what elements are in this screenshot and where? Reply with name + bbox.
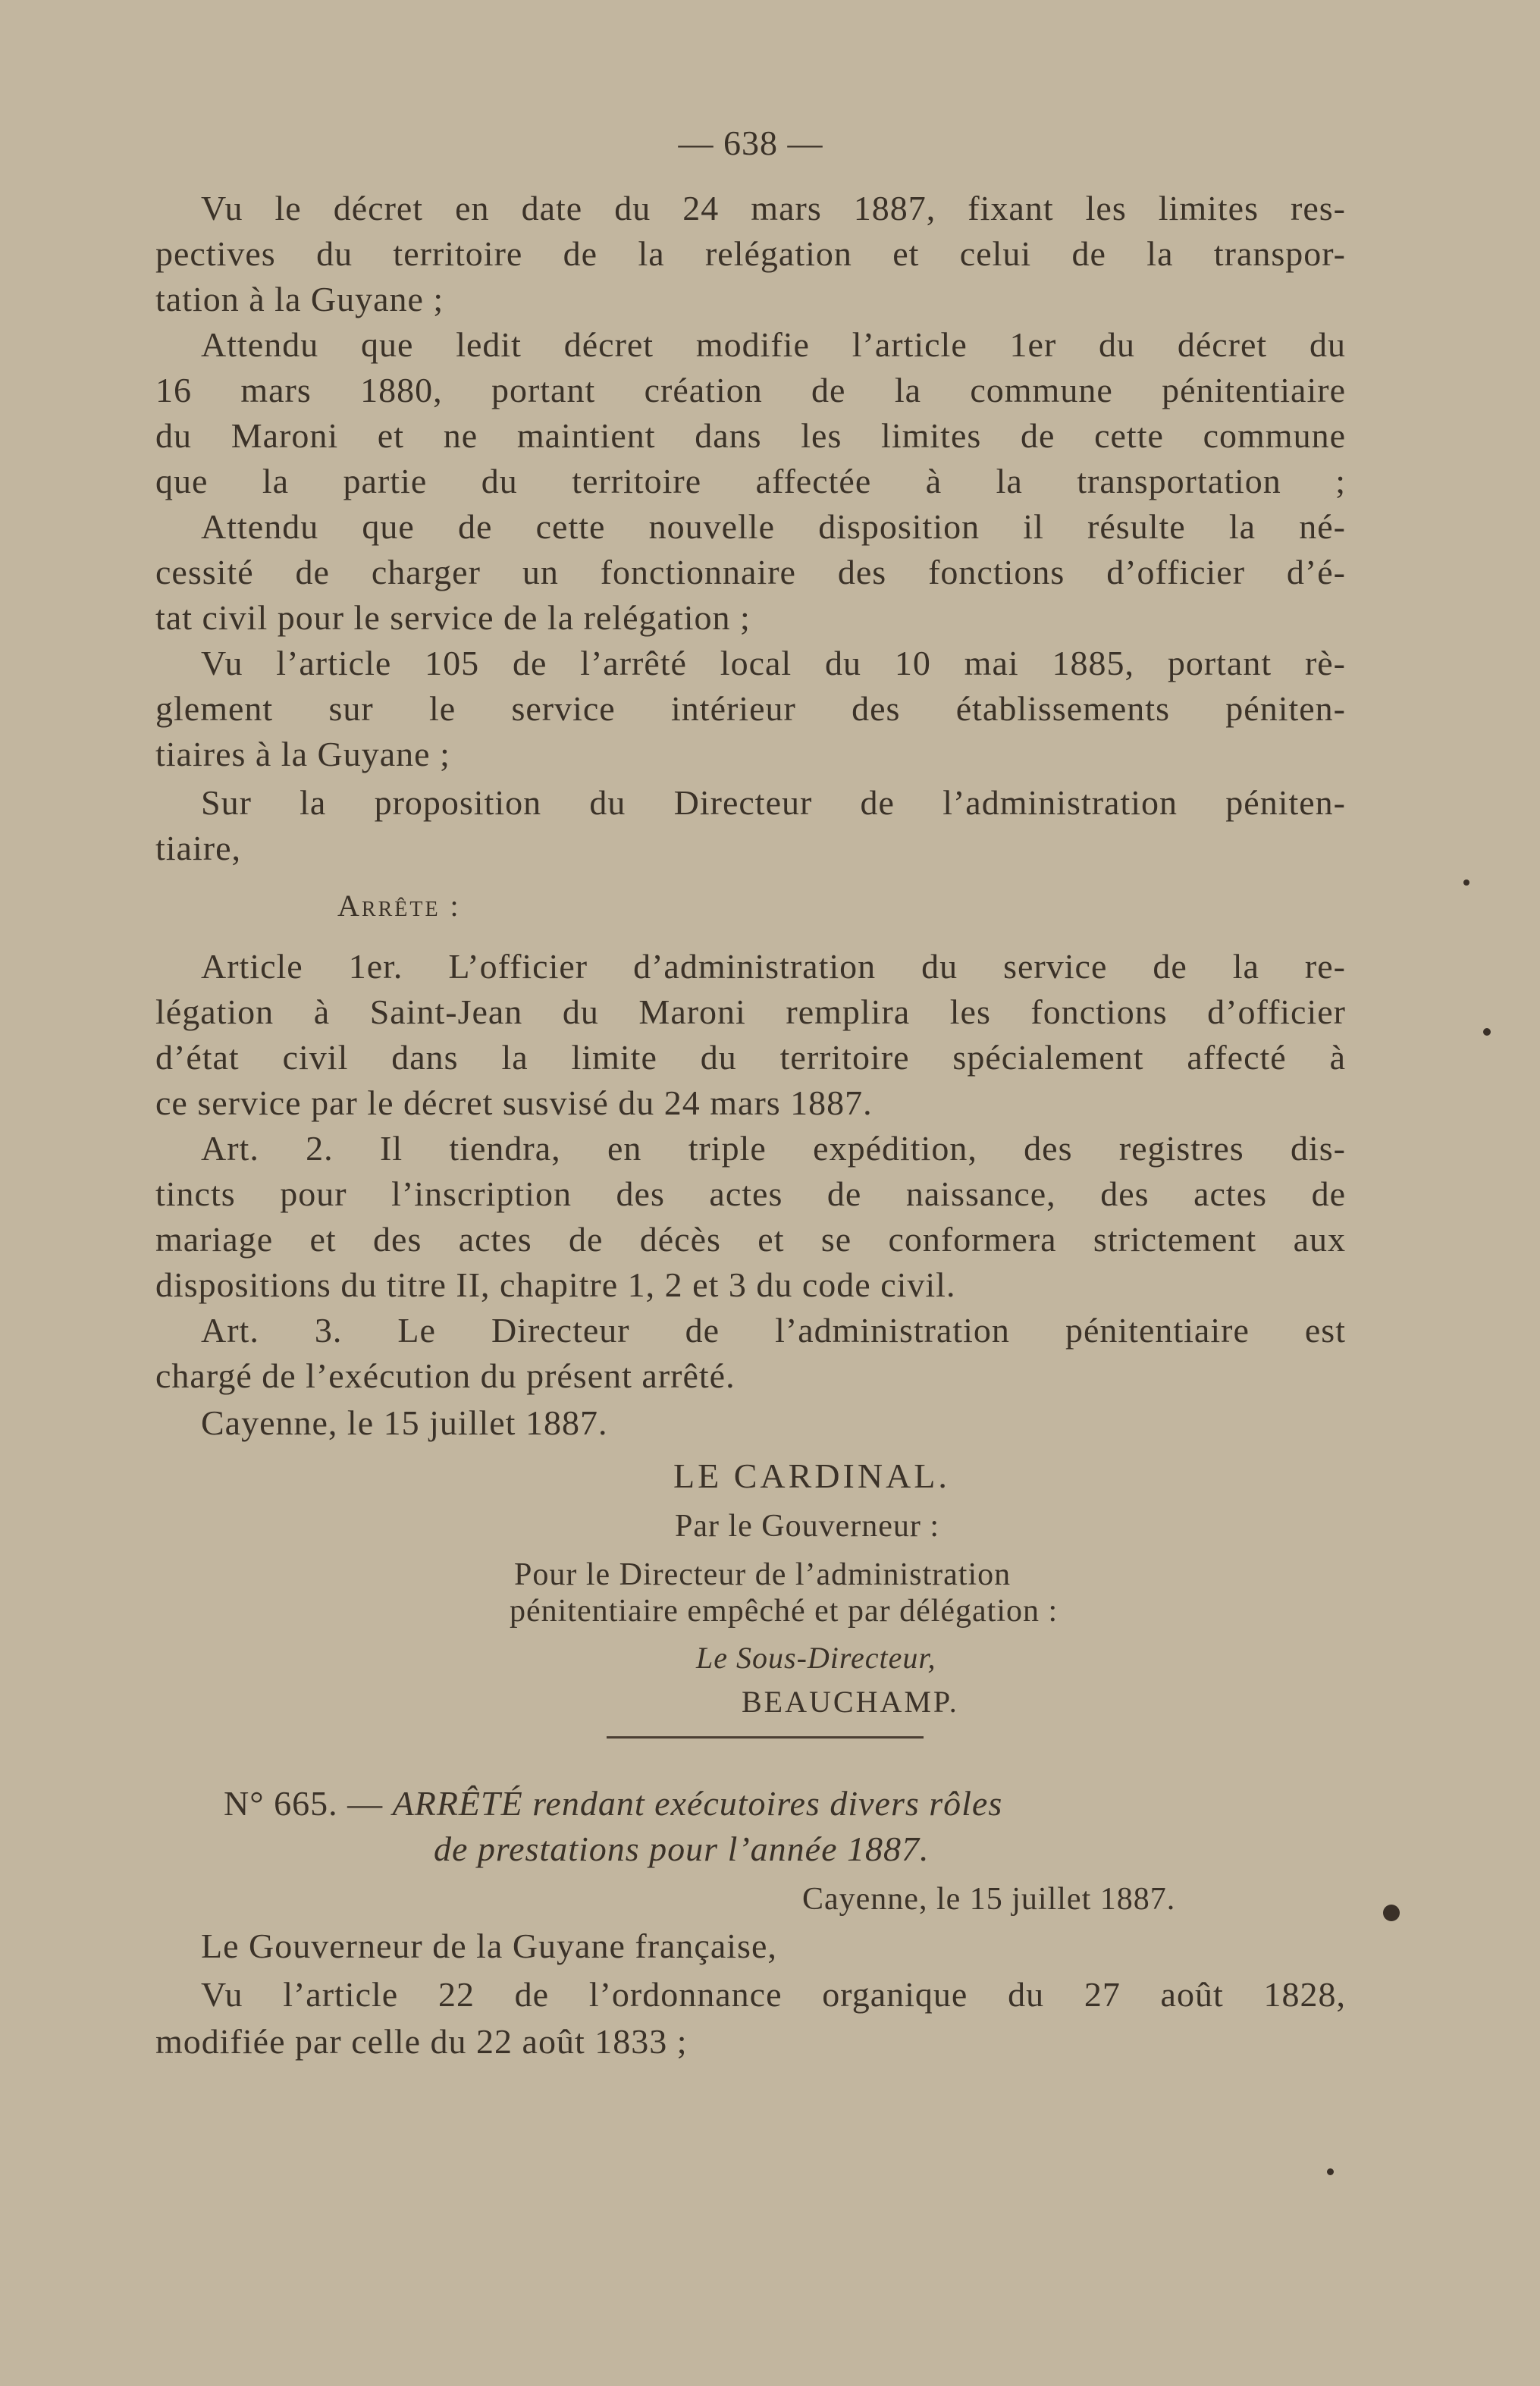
text-line: Article 1er. L’officier d’administration du service de la re- [201, 947, 1346, 986]
text-line: pectives du territoire de la relégation et celui de la transpor- [155, 234, 1346, 273]
text-line: cessité de charger un fonctionnaire des fonctions d’officier d’é- [155, 553, 1346, 591]
text-line: Vu l’article 22 de l’ordonnance organique du 27 août 1828, [201, 1975, 1346, 2014]
ink-speck [1463, 879, 1469, 886]
text-line: légation à Saint-Jean du Maroni remplira les fonctions d’officier [155, 992, 1346, 1031]
ink-speck [1483, 1028, 1491, 1036]
text-line: Sur la proposition du Directeur de l’administration péniten- [201, 783, 1346, 822]
text-line: Vu l’article 105 de l’arrêté local du 10 mai 1885, portant rè- [201, 644, 1346, 682]
ink-speck [1327, 2168, 1334, 2175]
page-number: — 638 — [678, 124, 823, 162]
signature-line: Pour le Directeur de l’administration [514, 1557, 1012, 1592]
text-line: Vu le décret en date du 24 mars 1887, fixant les limites res- [201, 189, 1346, 227]
text-line: tation à la Guyane ; [155, 280, 444, 318]
text-line: que la partie du territoire affectée à la transportation ; [155, 462, 1346, 500]
text-line: Attendu que ledit décret modifie l’article 1er du décret du [201, 325, 1346, 364]
text-line: Attendu que de cette nouvelle disposition il résulte la né- [201, 507, 1346, 546]
text-line: Cayenne, le 15 juillet 1887. [201, 1403, 608, 1442]
text-line: chargé de l’exécution du présent arrêté. [155, 1356, 735, 1395]
text-line: du Maroni et ne maintient dans les limites de cette commune [155, 416, 1346, 455]
text-line: mariage et des actes de décès et se conformera strictement aux [155, 1220, 1346, 1259]
arrete-title: ARRÊTÉ rendant exécutoires divers rôles [392, 1784, 1003, 1823]
signature-line: Le Sous-Directeur, [696, 1641, 936, 1675]
text-line: 16 mars 1880, portant création de la commune pénitentiaire [155, 371, 1346, 409]
text-line: ce service par le décret susvisé du 24 mars 1887. [155, 1083, 873, 1122]
arrete-date: Cayenne, le 15 juillet 1887. [802, 1882, 1176, 1917]
arrete-heading: Arrête : [337, 889, 461, 923]
text-line: Art. 3. Le Directeur de l’administration pénitentiaire est [201, 1311, 1346, 1350]
text-line: Art. 2. Il tiendra, en triple expédition, des registres dis- [201, 1129, 1346, 1168]
arrete-title-line [224, 1782, 1346, 1826]
signature-line: BEAUCHAMP. [742, 1685, 959, 1719]
text-line: tiaire, [155, 829, 241, 867]
ink-speck [1383, 1905, 1400, 1921]
text-line: modifiée par celle du 22 août 1833 ; [155, 2022, 688, 2061]
signatory-name: LE CARDINAL. [673, 1456, 950, 1495]
text-line: tat civil pour le service de la relégation ; [155, 598, 751, 637]
text-line: tincts pour l’inscription des actes de naissance, des actes de [155, 1174, 1346, 1213]
arrete-title-line: de prestations pour l’année 1887. [434, 1829, 930, 1868]
signature-line: Par le Gouverneur : [675, 1509, 940, 1544]
governor-line: Le Gouverneur de la Guyane française, [201, 1927, 777, 1965]
text-line: d’état civil dans la limite du territoire spécialement affecté à [155, 1038, 1346, 1077]
signature-line: pénitentiaire empêché et par délégation : [510, 1594, 1059, 1629]
text-line: dispositions du titre II, chapitre 1, 2 et 3 du code civil. [155, 1265, 956, 1304]
arrete-number: N° 665. — [224, 1784, 384, 1823]
text-line: glement sur le service intérieur des établissements péniten- [155, 689, 1346, 728]
text-line: tiaires à la Guyane ; [155, 735, 450, 773]
section-divider [607, 1736, 924, 1739]
